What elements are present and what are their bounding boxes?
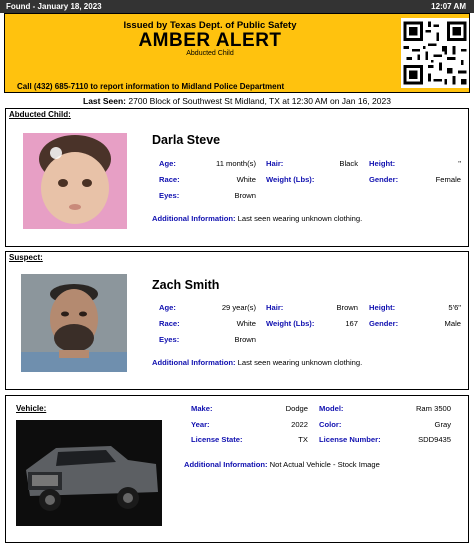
additional-info-label: Additional Information: [184, 460, 268, 469]
year-label: Year: [191, 420, 210, 429]
last-seen-label: Last Seen: [83, 96, 127, 106]
weight-value: 167 [345, 319, 358, 328]
height-label: Height: [369, 159, 396, 168]
make-value: Dodge [285, 404, 308, 413]
eyes-label: Eyes: [159, 335, 180, 344]
gender-value: Female [435, 175, 461, 184]
eyes-label: Eyes: [159, 191, 180, 200]
make-label: Make: [191, 404, 213, 413]
license-state-value: TX [298, 435, 308, 444]
qr-code-icon[interactable] [401, 18, 469, 88]
color-label: Color: [319, 420, 342, 429]
hair-label: Hair: [266, 303, 284, 312]
eyes-value: Brown [234, 191, 256, 200]
race-label: Race: [159, 319, 180, 328]
model-value: Ram 3500 [415, 404, 451, 413]
gender-label: Gender: [369, 319, 399, 328]
additional-info [152, 358, 362, 367]
amber-alert-banner [4, 13, 470, 93]
height-label: Height: [369, 303, 396, 312]
suspect-name: Zach Smith [152, 278, 220, 292]
child-name: Darla Steve [152, 133, 221, 147]
height-value: " [458, 159, 461, 168]
call-instructions: Call (432) 685-7110 to report information to Midland Police Department [17, 82, 285, 91]
suspect-section [5, 251, 469, 390]
color-value: Gray [434, 420, 451, 429]
model-label: Model: [319, 404, 344, 413]
gender-label: Gender: [369, 175, 399, 184]
race-label: Race: [159, 175, 180, 184]
hair-value: Black [339, 159, 358, 168]
last-seen-line [0, 96, 474, 106]
additional-info-label: Additional Information: [152, 214, 236, 223]
age-value: 11 month(s) [216, 159, 256, 168]
age-value: 29 year(s) [221, 303, 256, 312]
additional-info [152, 214, 362, 223]
section-header: Abducted Child: [9, 110, 71, 119]
eyes-value: Brown [234, 335, 256, 344]
hair-value: Brown [336, 303, 358, 312]
issuer-text: Issued by Texas Dept. of Public Safety [123, 20, 297, 31]
race-value: White [236, 319, 256, 328]
section-header: Vehicle: [16, 404, 47, 413]
additional-info-text: Not Actual Vehicle - Stock Image [269, 460, 380, 469]
race-value: White [236, 175, 256, 184]
abducted-child-section [5, 108, 469, 247]
hair-label: Hair: [266, 159, 284, 168]
vehicle-section [5, 395, 469, 543]
additional-info-text: Last seen wearing unknown clothing. [237, 358, 363, 367]
height-value: 5'6" [448, 303, 461, 312]
weight-label: Weight (Lbs): [266, 319, 315, 328]
age-label: Age: [159, 159, 176, 168]
age-label: Age: [159, 303, 176, 312]
weight-label: Weight (Lbs): [266, 175, 315, 184]
license-state-label: License State: [191, 435, 243, 444]
found-time: 12:07 AM [431, 2, 466, 11]
section-header: Suspect: [9, 253, 43, 262]
found-date: Found - January 18, 2023 [6, 2, 102, 11]
additional-info [184, 460, 380, 469]
additional-info-label: Additional Information: [152, 358, 236, 367]
suspect-photo [21, 274, 127, 372]
status-bar [0, 0, 474, 13]
license-number-value: SDD9435 [418, 435, 451, 444]
last-seen-text: 2700 Block of Southwest St Midland, TX at 12:30 AM on Jan 16, 2023 [128, 96, 391, 106]
gender-value: Male [444, 319, 461, 328]
alert-title: AMBER ALERT [138, 30, 282, 51]
additional-info-text: Last seen wearing unknown clothing. [237, 214, 363, 223]
license-number-label: License Number: [319, 435, 381, 444]
year-value: 2022 [291, 420, 308, 429]
child-photo [23, 133, 127, 229]
vehicle-photo [16, 420, 162, 526]
alert-subtitle: Abducted Child [186, 50, 234, 57]
